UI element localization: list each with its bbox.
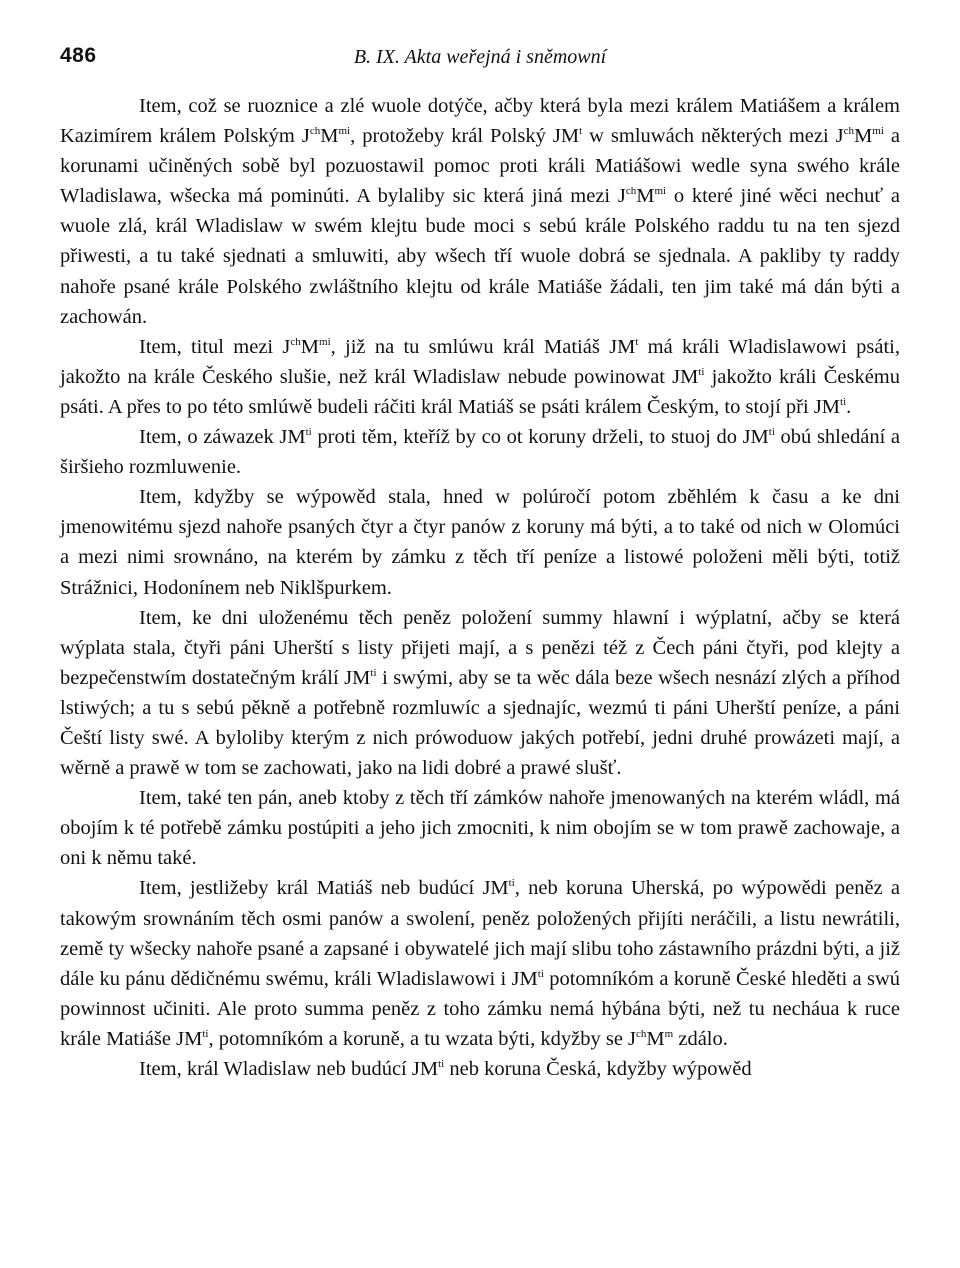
- text-segment: M: [646, 1027, 665, 1050]
- text-segment: M: [636, 185, 655, 208]
- paragraph: [60, 1054, 900, 1084]
- text-segment: obú shledání a širšieho rozmluwenie.: [60, 426, 900, 479]
- text-segment: má králi Wladislawowi psáti, jakožto na krále Českého slušie, než král Wladislaw nebude powinowat JM: [60, 335, 900, 388]
- superscript-abbreviation: ch: [843, 125, 855, 138]
- text-segment: .: [846, 395, 852, 418]
- text-segment: M: [300, 335, 320, 358]
- text-segment: a korunami učiněných sobě byl pozuostawil pomoc proti králi Matiášowi wedle syna swého krále Wladislawa, wšecka má pominúti. A bylaliby sic která jiná mezi J: [60, 125, 901, 208]
- text-segment: , protožeby král Polský JM: [350, 125, 580, 148]
- text-segment: M: [320, 125, 339, 148]
- superscript-abbreviation: ch: [625, 185, 637, 198]
- superscript-abbreviation: ti: [537, 967, 544, 980]
- text-segment: Item, také ten pán, aneb ktoby z těch tří zámków nahoře jmenowaných na kterém wládl, má obojím k té potřebě zámku postúpiti a jeho jich zmocniti, k nim obojím se w tom prawě zachowaje, a oni k němu také.: [60, 787, 900, 870]
- text-segment: o které jiné wěci nechuť a wuole zlá, král Wladislaw w swém klejtu bude moci s sebú krále Polského raddu tu na ten sjezd přiwesti, a tu také sjednati a smluwiti, aby wšech tří wuole dobrá se sjednala. A pakliby ty raddy nahoře psané krále Polského zwláštního klejtu od krále Matiáše žádali, ten jim také má dán býti a zachowán.: [60, 185, 900, 328]
- text-segment: proti těm, kteříž by co ot koruny drželi, to stuoj do JM: [311, 426, 769, 449]
- superscript-abbreviation: ch: [309, 125, 321, 138]
- text-segment: Item, kdyžby se wýpowěd stala, hned w polúročí potom zběhlém k času a ke dni jmenowitému sjezd nahoře psaných čtyr a čtyr panów z koruny má býti, a to také od nich w Olomúci a mezi nimi srownáno, na kterém by zámku z těch tří peníze a listowé položeni měli býti, totiž Strážnici, Hodonínem neb Niklšpurkem.: [60, 486, 900, 599]
- text-segment: Item, jestližeby král Matiáš neb budúcí JM: [139, 877, 509, 900]
- paragraph: [60, 422, 900, 482]
- text-segment: w smluwách některých mezi J: [582, 125, 844, 148]
- body-text: [60, 91, 900, 1084]
- text-segment: , potomníkóm a koruně, a tu wzata býti, kdyžby se J: [208, 1027, 637, 1050]
- paragraph: [60, 91, 900, 332]
- superscript-abbreviation: m: [664, 1028, 674, 1041]
- text-segment: , již na tu smlúwu král Matiáš JM: [330, 335, 636, 358]
- text-segment: jakožto králi Českému psáti. A přes to po této smlúwě budeli ráčiti král Matiáš se psáti králem Českým, to stojí při JM: [60, 365, 900, 418]
- text-segment: Item, o záwazek JM: [139, 426, 306, 449]
- text-segment: , neb koruna Uherská, po wýpowědi peněz a takowým srownáním těch osmi panów a swolení, peněz položených přijíti neráčili, a listu newrátili, země ty wšecky nahoře psané a zapsané i obywatelé jich mají slibu toho zástawního prázdni býti, a již dále ku pánu dědičnému swému, králi Wladislawowi i JM: [60, 877, 900, 990]
- paragraph: [60, 873, 900, 1054]
- superscript-abbreviation: t: [635, 335, 639, 348]
- text-segment: M: [854, 125, 873, 148]
- text-segment: Item, ke dni uloženému těch peněz položení summy hlawní i wýplatní, ačby se která wýplata stala, čtyři páni Uherští s listy přijeti mají, a s penězi též z Čech páni čtyři, pod klejty a bezpečenstwím dostatečným králí JM: [60, 606, 900, 689]
- page-number: 486: [60, 44, 97, 67]
- superscript-abbreviation: mi: [338, 125, 351, 138]
- paragraph: [60, 482, 900, 602]
- text-segment: Item, což se ruoznice a zlé wuole dotýče, ačby která byla mezi králem Matiášem a králem Kazimírem králem Polským J: [60, 95, 900, 148]
- text-segment: neb koruna Česká, kdyžby wýpowěd: [444, 1058, 752, 1080]
- superscript-abbreviation: ti: [370, 666, 377, 679]
- superscript-abbreviation: ch: [290, 335, 301, 348]
- superscript-abbreviation: ti: [768, 426, 775, 439]
- superscript-abbreviation: mi: [319, 335, 331, 348]
- document-page: [60, 0, 900, 1268]
- superscript-abbreviation: ti: [438, 1058, 445, 1071]
- superscript-abbreviation: ch: [636, 1028, 647, 1041]
- superscript-abbreviation: ti: [202, 1028, 209, 1041]
- superscript-abbreviation: mi: [654, 185, 667, 198]
- superscript-abbreviation: ti: [840, 396, 847, 409]
- superscript-abbreviation: ti: [305, 426, 312, 439]
- paragraph: [60, 783, 900, 873]
- text-segment: Item, titul mezi J: [139, 335, 291, 358]
- page-header: [60, 44, 900, 76]
- superscript-abbreviation: ti: [508, 877, 515, 890]
- superscript-abbreviation: t: [579, 125, 583, 138]
- running-head: B. IX. Akta weřejná i sněmowní: [353, 46, 607, 68]
- superscript-abbreviation: ti: [698, 366, 705, 379]
- text-segment: zdálo.: [673, 1027, 728, 1050]
- text-segment: i swými, aby se ta wěc dála beze wšech nesnází zlých a příhod lstiwých; a tu s sebú pěkně a potřebně rozmluwíc a sjednajíc, wezmú ti páni Uherští peníze, a páni Čeští listy swé. A byloliby kterým z nich prówoduow jakých potřebí, jedni druhé prowázeti mají, a wěrně a prawě w tom se zachowati, jako na lidi dobré a prawé slušť.: [60, 666, 900, 780]
- text-segment: potomníkóm a koruně České hleděti a swú powinnost učiniti. Ale proto summa peněz z toho zámku nemá hýbána býti, než tu necháua k ruce krále Matiáše JM: [60, 967, 900, 1050]
- paragraph: [60, 332, 900, 422]
- text-segment: Item, král Wladislaw neb budúcí JM: [139, 1058, 439, 1080]
- paragraph: [60, 603, 900, 784]
- superscript-abbreviation: mi: [872, 125, 884, 138]
